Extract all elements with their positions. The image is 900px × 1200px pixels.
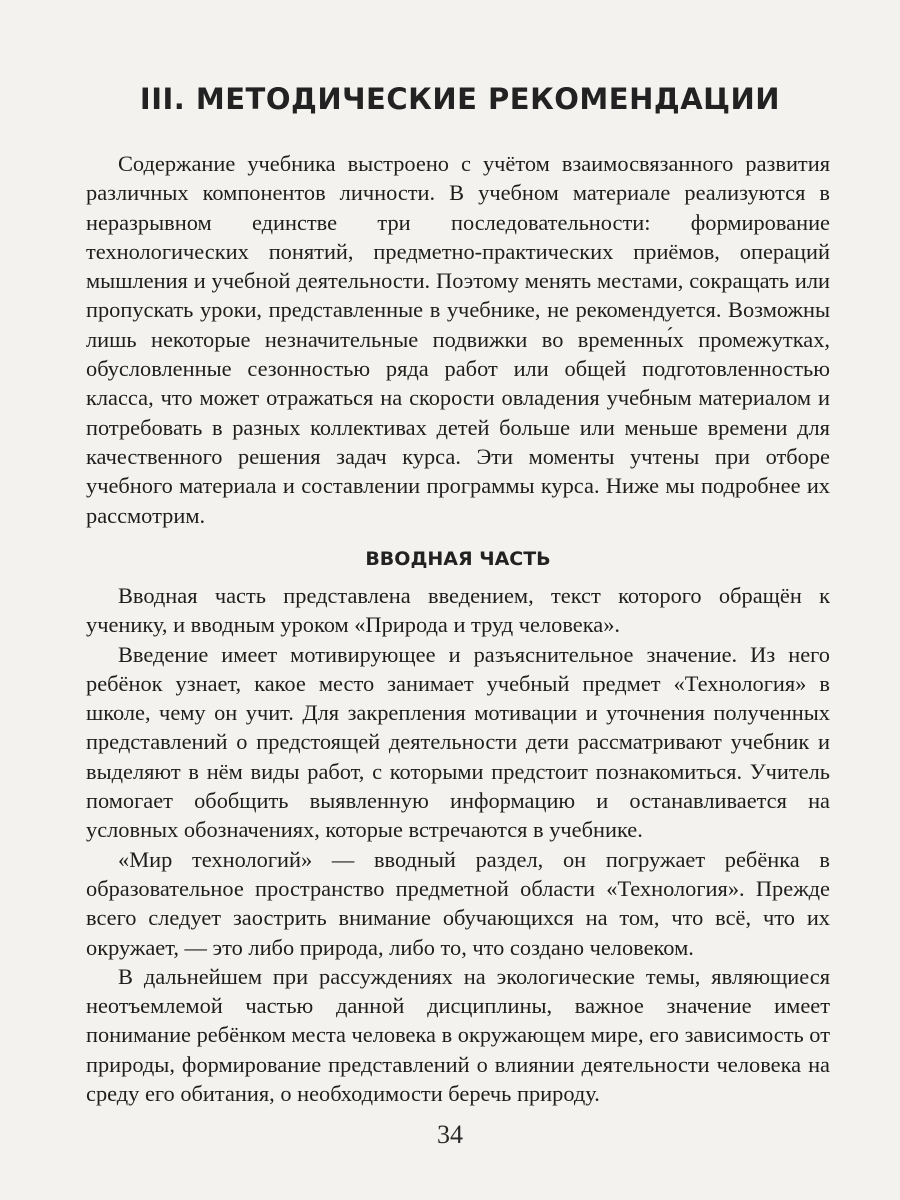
section-heading: ВВОДНАЯ ЧАСТЬ [365, 548, 551, 570]
paragraph: Введение имеет мотивирующее и разъяснительное значение. Из него ребёнок узнает, какое место занимает учебный предмет «Технология» в школе, чему он учит. Для закрепления мотивации и уточнения полученных представлений о предстоящей деятельности дети рассматривают учебник и выделяют в нём виды работ, с которыми предстоит познакомиться. Учитель помогает обобщить выявленную информацию и останавливается на условных обозначениях, которые встречаются в учебнике. [86, 641, 830, 843]
paragraph: В дальнейшем при рассуждениях на экологические темы, являющиеся неотъемлемой частью данной дисциплины, важное значение имеет понимание ребёнком места человека в окружающем мире, его зависимость от природы, формирование представлений о влиянии деятельности человека на среду его обитания, о необходимости беречь природу. [86, 963, 830, 1107]
intro-text [86, 149, 830, 530]
paragraph: «Мир технологий» — вводный раздел, он погружает ребёнка в образовательное пространство предметной области «Технология». Прежде всего следует заострить внимание обучающихся на том, что всё, что их окружает, — это либо природа, либо то, что создано человеком. [86, 846, 830, 960]
paragraph: Содержание учебника выстроено с учётом взаимосвязанного развития различных компонентов личности. В учебном материале реализуются в неразрывном единстве три последовательности: формирование технологических понятий, предметно-практических приёмов, операций мышления и учебной деятельности. Поэтому менять местами, сокращать или пропускать уроки, представленные в учебнике, не рекомендуется. Возможны лишь некоторые незначительные подвижки во временны́х промежутках, обусловленные сезонностью ряда работ или общей подготовленностью класса, что может отражаться на скорости овладения учебным материалом и потребовать в разных коллективах детей больше или меньше времени для качественного решения задач курса. Эти моменты учтены при отборе учебного материала и составлении программы курса. Ниже мы подробнее их рассмотрим. [86, 151, 830, 528]
section-text [86, 581, 830, 1108]
page-number: 34 [437, 1120, 463, 1149]
chapter-title: III. МЕТОДИЧЕСКИЕ РЕКОМЕНДАЦИИ [139, 82, 781, 116]
paragraph: Вводная часть представлена введением, текст которого обращён к ученику, и вводным уроком «Природа и труд человека». [86, 583, 830, 638]
